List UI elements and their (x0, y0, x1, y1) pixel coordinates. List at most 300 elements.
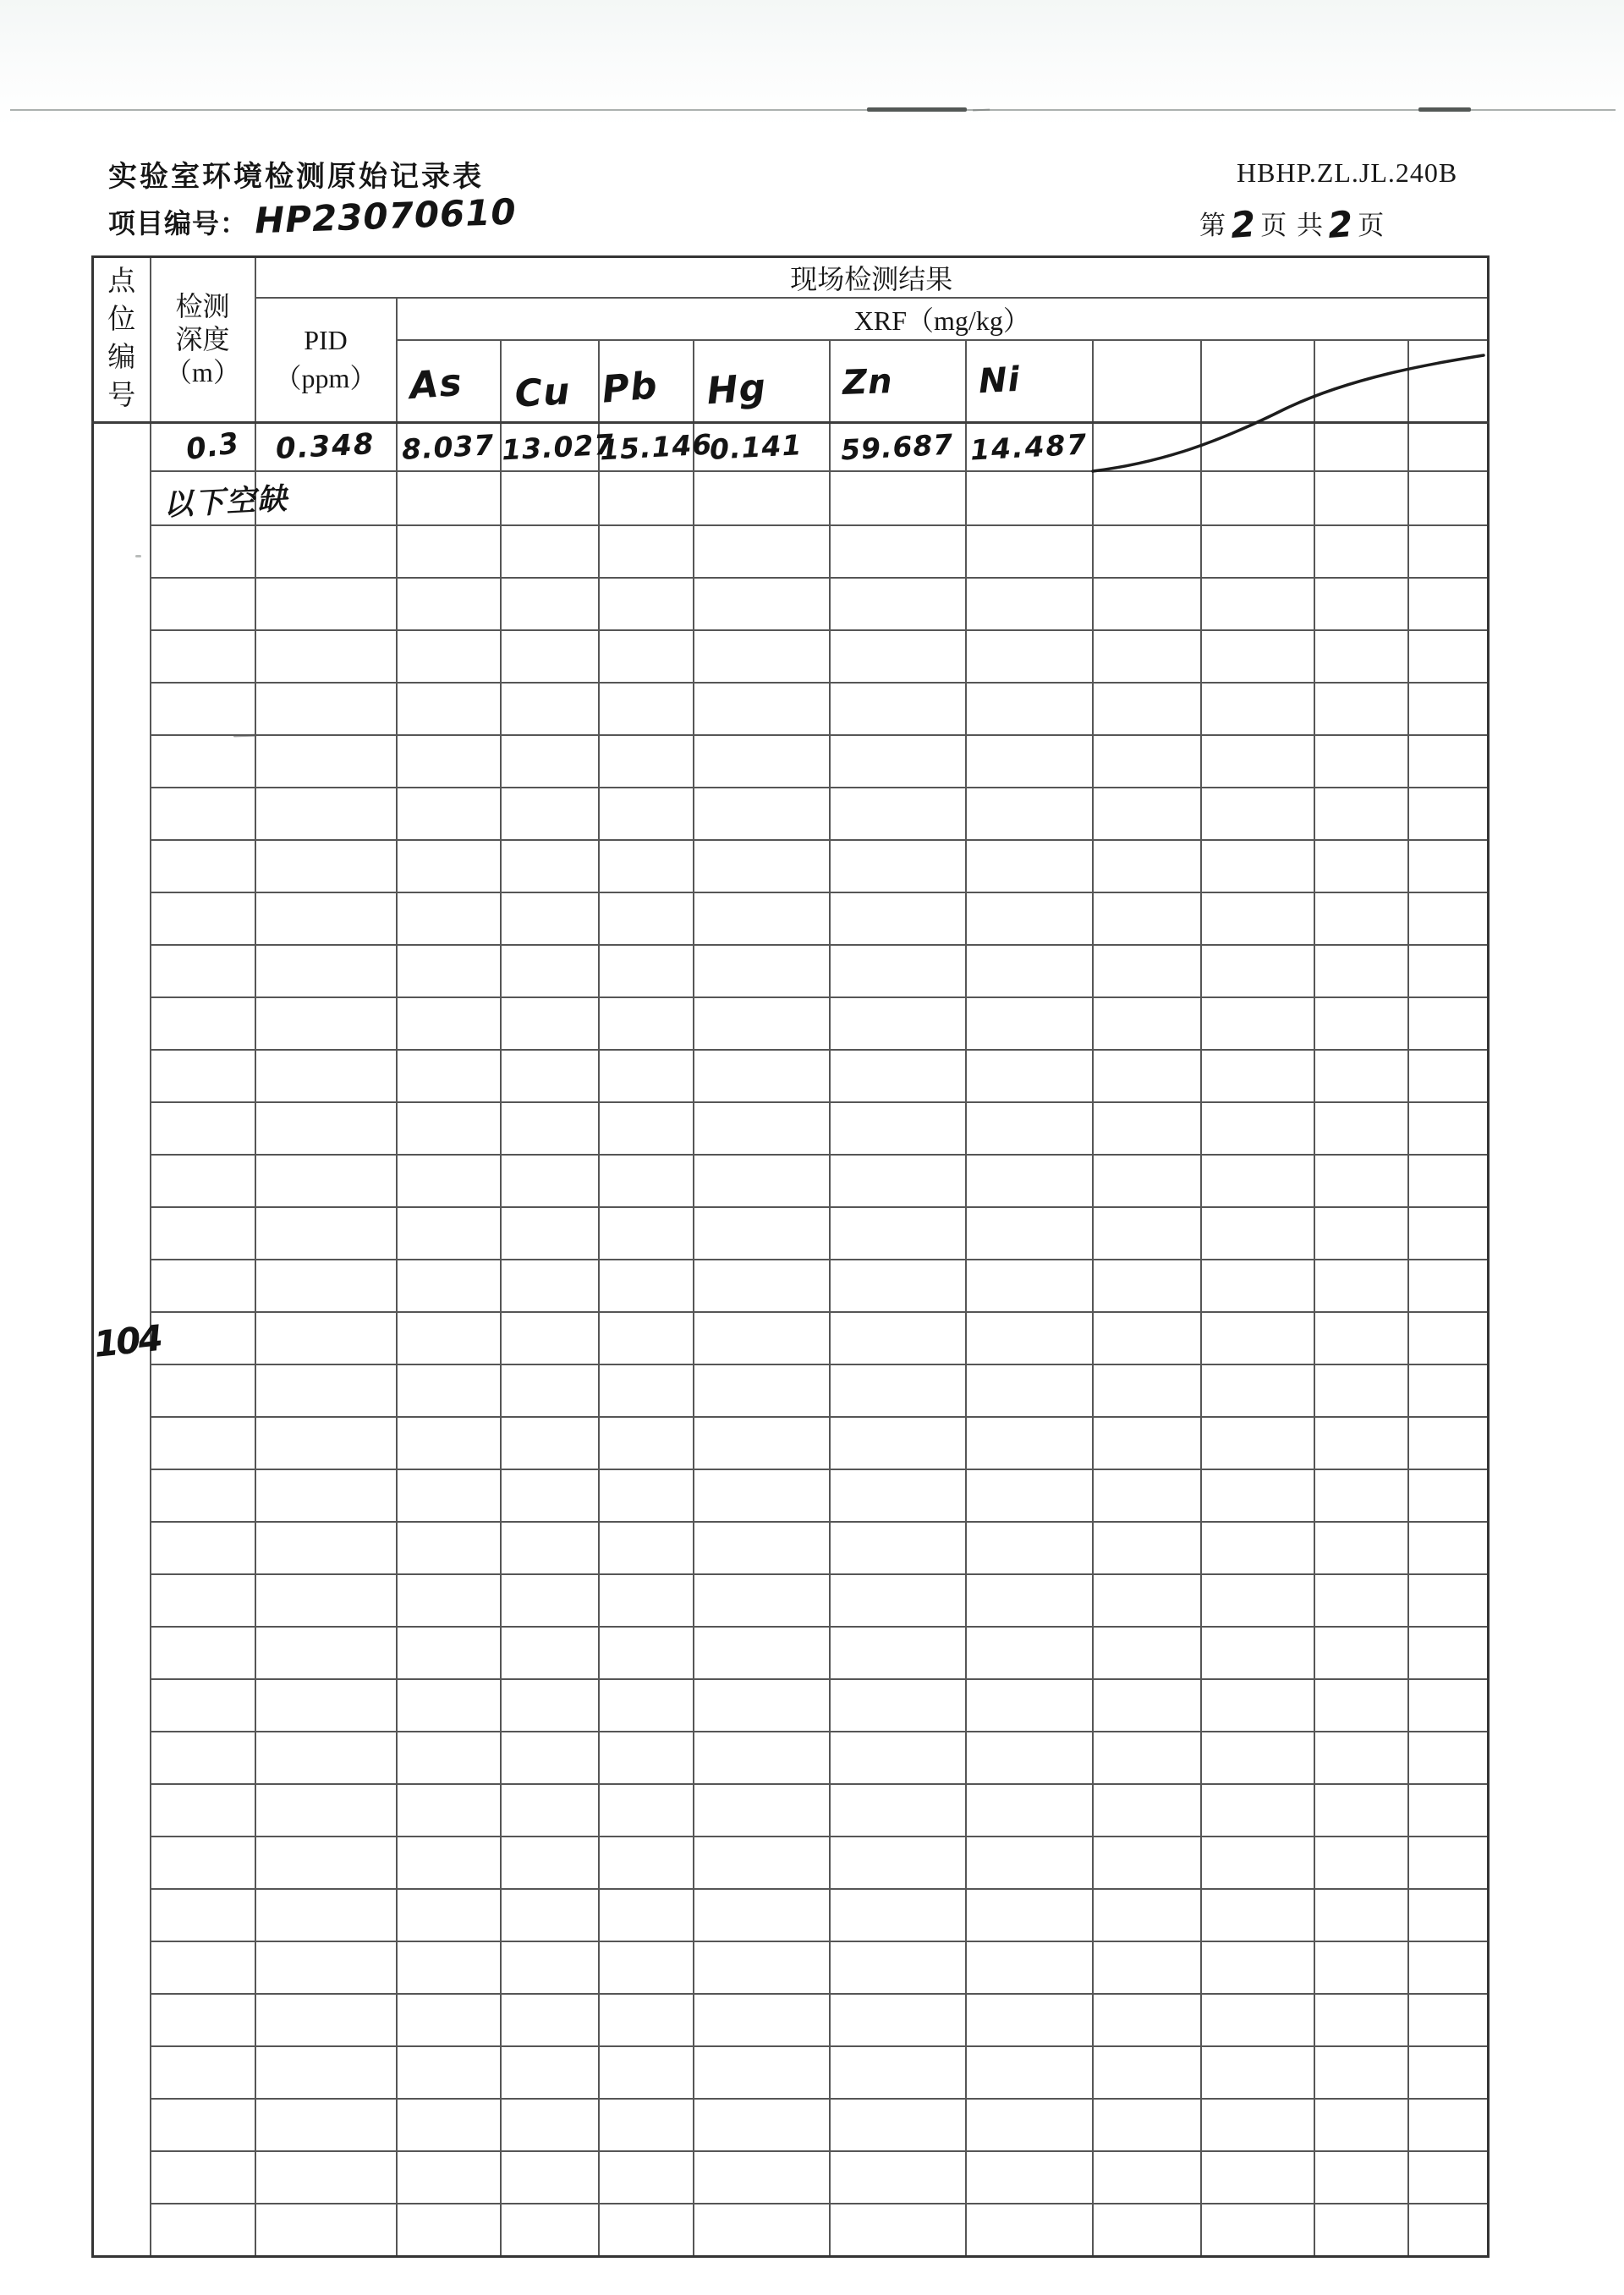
empty-cell (1314, 2099, 1408, 2151)
empty-cell (966, 1837, 1093, 1889)
empty-cell (1093, 1260, 1201, 1312)
page-number-value: 2 (1229, 202, 1259, 247)
empty-cell (1201, 1207, 1314, 1260)
empty-cell (255, 1784, 397, 1837)
empty-cell (151, 997, 255, 1050)
empty-cell (501, 1102, 599, 1155)
empty-cell (1093, 1837, 1201, 1889)
empty-cell (501, 525, 599, 578)
empty-cell (694, 1469, 830, 1522)
empty-cell (255, 578, 397, 630)
empty-cell (830, 2204, 966, 2256)
empty-cell (255, 1627, 397, 1679)
empty-cell (599, 1364, 694, 1417)
col-header-xrf-group: XRF（mg/kg） (397, 298, 1489, 340)
empty-cell (599, 2204, 694, 2256)
empty-cell (1314, 2204, 1408, 2256)
empty-cell (1408, 1784, 1489, 1837)
empty-cell (1314, 1889, 1408, 1941)
empty-cell (397, 840, 501, 892)
empty-cell (1093, 630, 1201, 683)
empty-cell (397, 1102, 501, 1155)
empty-cell (966, 1155, 1093, 1207)
empty-cell (501, 1941, 599, 1994)
empty-cell (397, 1469, 501, 1522)
empty-cell (599, 1994, 694, 2046)
depth-value-handwriting: 0.3 (184, 426, 242, 468)
empty-cell (694, 2046, 830, 2099)
empty-cell (1093, 578, 1201, 630)
element-header-cu (501, 340, 599, 422)
empty-cell (1408, 735, 1489, 788)
empty-cell (694, 1574, 830, 1627)
empty-cell (1314, 1469, 1408, 1522)
empty-cell (397, 525, 501, 578)
empty-cell (151, 1417, 255, 1469)
empty-cell (1093, 840, 1201, 892)
empty-cell (1408, 683, 1489, 735)
empty-cell (1093, 1155, 1201, 1207)
table-row (93, 422, 1489, 471)
empty-cell (1093, 2151, 1201, 2204)
empty-cell (255, 2151, 397, 2204)
table-header (93, 257, 1489, 423)
project-number-line (108, 190, 518, 242)
empty-cell (694, 1679, 830, 1732)
empty-cell (830, 1941, 966, 1994)
element-header-empty (1093, 340, 1201, 422)
empty-cell (501, 1312, 599, 1364)
empty-cell (830, 2099, 966, 2151)
empty-cell (255, 1417, 397, 1469)
empty-cell (151, 1207, 255, 1260)
empty-cell (151, 2151, 255, 2204)
empty-cell (966, 1679, 1093, 1732)
empty-cell (1201, 1784, 1314, 1837)
empty-cell (1314, 1627, 1408, 1679)
empty-cell (830, 1679, 966, 1732)
col-header-scene-result: 现场检测结果 (255, 257, 1489, 299)
empty-cell (397, 1732, 501, 1784)
xrf-value-handwriting: 8.037 (401, 427, 496, 466)
empty-cell (599, 1522, 694, 1574)
empty-cell (599, 683, 694, 735)
element-symbol-handwriting: Ni (977, 360, 1022, 402)
empty-cell (1314, 1260, 1408, 1312)
empty-cell (1201, 735, 1314, 788)
empty-cell (1408, 1994, 1489, 2046)
empty-cell (966, 997, 1093, 1050)
empty-cell (255, 1364, 397, 1417)
empty-cell (255, 1207, 397, 1260)
empty-cell (501, 1050, 599, 1102)
empty-cell (151, 1312, 255, 1364)
table-row (93, 2099, 1489, 2151)
empty-cell (1314, 1102, 1408, 1155)
empty-cell (966, 2099, 1093, 2151)
empty-cell (1408, 2046, 1489, 2099)
empty-cell (1201, 1469, 1314, 1522)
xrf-value-cell (830, 422, 966, 471)
record-table (91, 255, 1490, 2258)
empty-cell (966, 735, 1093, 788)
table-row (93, 2046, 1489, 2099)
empty-cell (1314, 1837, 1408, 1889)
table-body (93, 422, 1489, 2256)
empty-cell (1201, 1837, 1314, 1889)
empty-cell (501, 945, 599, 997)
empty-cell (966, 578, 1093, 630)
empty-cell (255, 2099, 397, 2151)
xrf-value-handwriting: 59.687 (840, 427, 955, 467)
empty-cell (1408, 788, 1489, 840)
empty-cell (1201, 683, 1314, 735)
empty-cell (1408, 997, 1489, 1050)
empty-cell (966, 2204, 1093, 2256)
empty-cell (694, 2151, 830, 2204)
empty-cell (397, 1994, 501, 2046)
empty-cell (501, 1260, 599, 1312)
element-symbol-handwriting: Pb (600, 363, 660, 412)
element-symbol-handwriting: As (408, 360, 464, 408)
empty-cell (1093, 1050, 1201, 1102)
empty-cell (255, 1102, 397, 1155)
page-total-value: 2 (1326, 202, 1356, 247)
empty-cell (1093, 2204, 1201, 2256)
xrf-value-handwriting: 0.141 (708, 427, 803, 466)
empty-cell (1314, 1312, 1408, 1364)
empty-cell (966, 2151, 1093, 2204)
empty-cell (599, 735, 694, 788)
point-id-cell (91, 422, 163, 2256)
empty-cell (501, 2099, 599, 2151)
page-number-line (1199, 201, 1386, 247)
empty-cell (830, 471, 966, 525)
empty-cell (694, 945, 830, 997)
empty-cell (966, 1994, 1093, 2046)
empty-cell (151, 2099, 255, 2151)
blank-below-note-cell (151, 471, 289, 525)
empty-cell (1314, 630, 1408, 683)
empty-cell (694, 1627, 830, 1679)
empty-cell (599, 840, 694, 892)
empty-cell (1408, 525, 1489, 578)
page-mid: 页 共 (1260, 211, 1325, 240)
empty-cell (830, 1050, 966, 1102)
empty-cell (1201, 1417, 1314, 1469)
empty-cell (397, 1260, 501, 1312)
document-code: HBHP.ZL.JL.240B (1237, 157, 1458, 188)
element-header-zn (830, 340, 966, 422)
empty-cell (694, 578, 830, 630)
empty-cell (830, 1417, 966, 1469)
empty-cell (151, 945, 255, 997)
empty-cell (151, 2204, 255, 2256)
empty-cell (830, 2151, 966, 2204)
empty-cell (1201, 630, 1314, 683)
empty-cell (397, 1155, 501, 1207)
empty-cell (1408, 1417, 1489, 1469)
empty-cell (599, 1417, 694, 1469)
empty-cell (151, 1627, 255, 1679)
empty-cell (255, 1312, 397, 1364)
empty-cell (1093, 1312, 1201, 1364)
empty-cell (830, 2046, 966, 2099)
empty-cell (1408, 1260, 1489, 1312)
empty-cell (1093, 471, 1201, 525)
empty-cell (1408, 2204, 1489, 2256)
header-row-xrf (93, 298, 1489, 340)
empty-cell (1201, 578, 1314, 630)
empty-cell (1201, 1627, 1314, 1679)
empty-cell (255, 1994, 397, 2046)
empty-cell (1093, 1522, 1201, 1574)
empty-cell (694, 1941, 830, 1994)
empty-cell (694, 1417, 830, 1469)
empty-cell (1408, 1679, 1489, 1732)
empty-cell (255, 1260, 397, 1312)
empty-cell (255, 788, 397, 840)
empty-cell (966, 1364, 1093, 1417)
empty-cell (1314, 735, 1408, 788)
edge-squiggle-mark (973, 103, 990, 112)
empty-cell (1093, 997, 1201, 1050)
empty-cell (255, 2204, 397, 2256)
empty-cell (830, 1574, 966, 1627)
empty-cell (255, 525, 397, 578)
empty-cell (599, 1941, 694, 1994)
empty-cell (255, 1522, 397, 1574)
empty-cell (255, 1050, 397, 1102)
empty-cell (1408, 1522, 1489, 1574)
empty-cell (501, 1994, 599, 2046)
element-header-as (397, 340, 501, 422)
empty-cell (694, 2204, 830, 2256)
empty-cell (397, 945, 501, 997)
empty-cell (1201, 840, 1314, 892)
empty-cell (694, 735, 830, 788)
empty-cell (1314, 422, 1408, 471)
empty-cell (1093, 1102, 1201, 1155)
element-symbol-handwriting: Cu (513, 370, 572, 416)
empty-cell (397, 2151, 501, 2204)
element-header-empty (1201, 340, 1314, 422)
table-row (93, 2204, 1489, 2256)
empty-cell (397, 892, 501, 945)
empty-cell (830, 1260, 966, 1312)
empty-cell (397, 1312, 501, 1364)
empty-cell (501, 2046, 599, 2099)
table-row (93, 1732, 1489, 1784)
empty-cell (830, 1627, 966, 1679)
empty-cell (1093, 2046, 1201, 2099)
empty-cell (1408, 1627, 1489, 1679)
empty-cell (599, 1732, 694, 1784)
empty-cell (1314, 788, 1408, 840)
empty-cell (1093, 892, 1201, 945)
empty-cell (1314, 840, 1408, 892)
empty-cell (1408, 1732, 1489, 1784)
empty-cell (255, 997, 397, 1050)
empty-cell (599, 1102, 694, 1155)
element-symbol-handwriting: Zn (842, 362, 894, 404)
empty-cell (694, 1522, 830, 1574)
empty-cell (501, 735, 599, 788)
table-row (93, 1574, 1489, 1627)
empty-cell (151, 1260, 255, 1312)
empty-cell (501, 997, 599, 1050)
empty-cell (1093, 945, 1201, 997)
table-row (93, 1102, 1489, 1155)
empty-cell (501, 630, 599, 683)
empty-cell (1408, 630, 1489, 683)
table-row (93, 1627, 1489, 1679)
empty-cell (1201, 2046, 1314, 2099)
empty-cell (1314, 1784, 1408, 1837)
empty-cell (694, 788, 830, 840)
table-row (93, 1522, 1489, 1574)
empty-cell (830, 1732, 966, 1784)
empty-cell (501, 471, 599, 525)
empty-cell (397, 1941, 501, 1994)
empty-cell (501, 1522, 599, 1574)
empty-cell (151, 525, 255, 578)
empty-cell (966, 840, 1093, 892)
empty-cell (1314, 1050, 1408, 1102)
empty-cell (599, 788, 694, 840)
empty-cell (830, 945, 966, 997)
empty-cell (151, 1941, 255, 1994)
empty-cell (1093, 788, 1201, 840)
empty-cell (501, 1837, 599, 1889)
empty-cell (1314, 2046, 1408, 2099)
empty-cell (397, 578, 501, 630)
table-row (93, 2151, 1489, 2204)
empty-cell (397, 735, 501, 788)
table-row (93, 1679, 1489, 1732)
empty-cell (1314, 1522, 1408, 1574)
empty-cell (599, 2046, 694, 2099)
table-row (93, 735, 1489, 788)
empty-cell (599, 1889, 694, 1941)
empty-cell (1093, 2099, 1201, 2151)
empty-cell (1408, 1207, 1489, 1260)
empty-cell (151, 788, 255, 840)
scan-wash-artifact (0, 0, 1624, 127)
empty-cell (1093, 1889, 1201, 1941)
empty-cell (966, 1732, 1093, 1784)
empty-cell (151, 1889, 255, 1941)
element-header-empty (1314, 340, 1408, 422)
empty-cell (830, 1994, 966, 2046)
empty-cell (397, 1784, 501, 1837)
empty-cell (599, 1260, 694, 1312)
empty-cell (151, 735, 255, 788)
empty-cell (694, 1994, 830, 2046)
empty-cell (830, 683, 966, 735)
empty-cell (397, 1050, 501, 1102)
xrf-value-cell (694, 422, 830, 471)
empty-cell (1093, 735, 1201, 788)
table-row (93, 997, 1489, 1050)
empty-cell (599, 945, 694, 997)
empty-cell (830, 1522, 966, 1574)
empty-cell (966, 1469, 1093, 1522)
empty-cell (151, 1574, 255, 1627)
empty-cell (830, 997, 966, 1050)
blank-below-note-handwriting: 以下空缺 (162, 482, 289, 523)
empty-cell (694, 1102, 830, 1155)
page-prefix: 第 (1199, 211, 1227, 240)
table-row (93, 788, 1489, 840)
empty-cell (151, 578, 255, 630)
empty-cell (694, 840, 830, 892)
point-id-handwriting: 104 (91, 1316, 163, 1365)
empty-cell (599, 2099, 694, 2151)
empty-cell (599, 1050, 694, 1102)
empty-cell (966, 1784, 1093, 1837)
empty-cell (599, 1574, 694, 1627)
empty-cell (1093, 422, 1201, 471)
table-row (93, 945, 1489, 997)
empty-cell (501, 2151, 599, 2204)
empty-cell (397, 2204, 501, 2256)
empty-cell (830, 892, 966, 945)
empty-cell (694, 1155, 830, 1207)
empty-cell (830, 1207, 966, 1260)
empty-cell (1408, 1312, 1489, 1364)
empty-cell (599, 1207, 694, 1260)
empty-cell (501, 1574, 599, 1627)
empty-cell (599, 997, 694, 1050)
empty-cell (501, 2204, 599, 2256)
form-title: 实验室环境检测原始记录表 (108, 162, 484, 193)
empty-cell (1093, 1941, 1201, 1994)
empty-cell (830, 1784, 966, 1837)
empty-cell (830, 1102, 966, 1155)
empty-cell (694, 471, 830, 525)
empty-cell (255, 630, 397, 683)
empty-cell (599, 2151, 694, 2204)
empty-cell (397, 788, 501, 840)
empty-cell (599, 1312, 694, 1364)
empty-cell (151, 683, 255, 735)
empty-cell (501, 1732, 599, 1784)
empty-cell (1408, 2099, 1489, 2151)
empty-cell (599, 1837, 694, 1889)
empty-cell (255, 892, 397, 945)
table-row (93, 1364, 1489, 1417)
empty-cell (1201, 1522, 1314, 1574)
empty-cell (1314, 1994, 1408, 2046)
empty-cell (1201, 2099, 1314, 2151)
empty-cell (151, 1364, 255, 1417)
empty-cell (1314, 1574, 1408, 1627)
header-row-group (93, 257, 1489, 299)
empty-cell (694, 525, 830, 578)
empty-cell (694, 1837, 830, 1889)
empty-cell (966, 683, 1093, 735)
xrf-value-cell (397, 422, 501, 471)
empty-cell (966, 788, 1093, 840)
empty-cell (1314, 892, 1408, 945)
empty-cell (1408, 1364, 1489, 1417)
empty-cell (599, 1155, 694, 1207)
empty-cell (1408, 1469, 1489, 1522)
empty-cell (151, 1469, 255, 1522)
empty-cell (501, 1207, 599, 1260)
empty-cell (830, 1155, 966, 1207)
